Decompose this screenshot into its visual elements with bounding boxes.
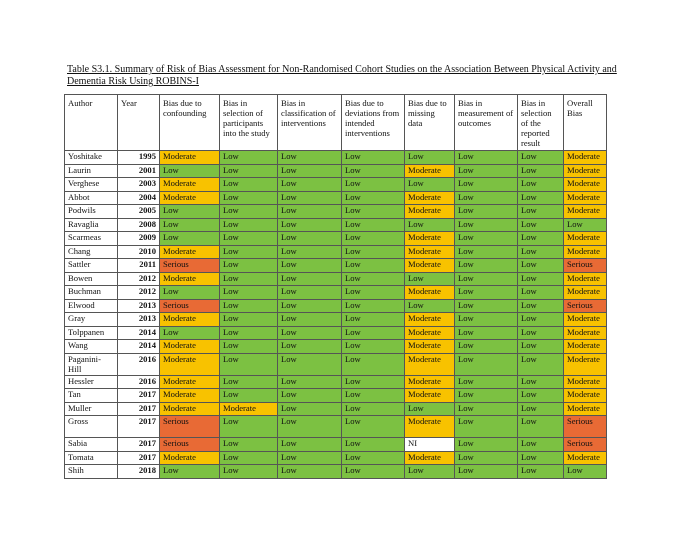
bias-rating-cell: Serious — [160, 259, 220, 273]
bias-rating-cell: Low — [518, 438, 564, 452]
bias-rating-cell: Moderate — [160, 191, 220, 205]
bias-rating-cell: Moderate — [405, 375, 455, 389]
table-row — [65, 259, 607, 273]
year-cell: 2008 — [118, 218, 160, 232]
overall-bias-cell: Moderate — [564, 389, 607, 403]
bias-rating-cell: Moderate — [160, 451, 220, 465]
bias-rating-cell: Low — [278, 286, 342, 300]
bias-rating-cell: Low — [342, 416, 405, 438]
table-row — [65, 272, 607, 286]
table-row — [65, 151, 607, 165]
bias-rating-cell: Low — [220, 232, 278, 246]
bias-rating-cell: Moderate — [405, 164, 455, 178]
author-cell: Tomata — [65, 451, 118, 465]
table-row — [65, 353, 607, 375]
bias-rating-cell: Low — [342, 326, 405, 340]
bias-rating-cell: Low — [342, 191, 405, 205]
header-row — [65, 95, 607, 151]
year-cell: 2012 — [118, 272, 160, 286]
bias-rating-cell: Low — [342, 178, 405, 192]
table-row — [65, 232, 607, 246]
bias-rating-cell: Low — [518, 218, 564, 232]
bias-rating-cell: Low — [160, 218, 220, 232]
header-missing-data: Bias due to missing data — [405, 95, 455, 151]
bias-rating-cell: Low — [278, 272, 342, 286]
bias-rating-cell: Moderate — [405, 191, 455, 205]
bias-rating-cell: Low — [518, 164, 564, 178]
table-row — [65, 438, 607, 452]
year-cell: 2011 — [118, 259, 160, 273]
year-cell: 2001 — [118, 164, 160, 178]
bias-rating-cell: Low — [220, 259, 278, 273]
overall-bias-cell: Moderate — [564, 286, 607, 300]
year-cell: 2016 — [118, 375, 160, 389]
bias-rating-cell: Low — [278, 299, 342, 313]
bias-rating-cell: Low — [342, 272, 405, 286]
overall-bias-cell: Moderate — [564, 313, 607, 327]
bias-rating-cell: Moderate — [160, 178, 220, 192]
bias-rating-cell: Low — [342, 313, 405, 327]
author-cell: Scarmeas — [65, 232, 118, 246]
bias-rating-cell: Moderate — [405, 389, 455, 403]
bias-rating-cell: Low — [220, 151, 278, 165]
bias-rating-cell: Low — [518, 353, 564, 375]
bias-rating-cell: Low — [278, 313, 342, 327]
bias-rating-cell: Low — [342, 389, 405, 403]
author-cell: Wang — [65, 340, 118, 354]
overall-bias-cell: Low — [564, 218, 607, 232]
year-cell: 2013 — [118, 299, 160, 313]
bias-rating-cell: Low — [278, 389, 342, 403]
bias-rating-cell: Low — [455, 402, 518, 416]
overall-bias-cell: Moderate — [564, 375, 607, 389]
year-cell: 2012 — [118, 286, 160, 300]
bias-rating-cell: Moderate — [405, 205, 455, 219]
header-measurement-outcomes: Bias in measurement of outcomes — [455, 95, 518, 151]
bias-rating-cell: Low — [455, 286, 518, 300]
header-reported-result: Bias in selection of the reported result — [518, 95, 564, 151]
bias-rating-cell: Low — [342, 232, 405, 246]
bias-rating-cell: Low — [518, 340, 564, 354]
bias-rating-cell: Low — [220, 375, 278, 389]
bias-rating-cell: Low — [278, 465, 342, 479]
bias-rating-cell: Moderate — [405, 340, 455, 354]
author-cell: Tan — [65, 389, 118, 403]
bias-rating-cell: Low — [342, 245, 405, 259]
bias-rating-cell: Moderate — [405, 353, 455, 375]
table-row — [65, 191, 607, 205]
bias-rating-cell: Low — [455, 438, 518, 452]
bias-rating-cell: Moderate — [405, 326, 455, 340]
table-caption: Table S3.1. Summary of Risk of Bias Assessment for Non-Randomised Cohort Studies on the Association Between Physical Activity and Dementia Risk Using ROBINS-I — [67, 64, 617, 87]
bias-rating-cell: Low — [220, 389, 278, 403]
bias-rating-cell: Low — [342, 451, 405, 465]
table-row — [65, 326, 607, 340]
table-row — [65, 375, 607, 389]
bias-rating-cell: Low — [455, 191, 518, 205]
bias-rating-cell: Low — [455, 313, 518, 327]
year-cell: 1995 — [118, 151, 160, 165]
author-cell: Yoshitake — [65, 151, 118, 165]
table-row — [65, 245, 607, 259]
overall-bias-cell: Moderate — [564, 151, 607, 165]
bias-rating-cell: Moderate — [160, 245, 220, 259]
bias-rating-cell: Moderate — [160, 313, 220, 327]
bias-rating-cell: Low — [455, 340, 518, 354]
bias-rating-cell: Low — [220, 191, 278, 205]
bias-rating-cell: Serious — [160, 299, 220, 313]
bias-rating-cell: Low — [405, 299, 455, 313]
bias-rating-cell: Low — [278, 232, 342, 246]
author-cell: Ravaglia — [65, 218, 118, 232]
author-cell: Bowen — [65, 272, 118, 286]
bias-rating-cell: Low — [455, 232, 518, 246]
overall-bias-cell: Moderate — [564, 245, 607, 259]
table-row — [65, 389, 607, 403]
bias-rating-cell: Moderate — [405, 232, 455, 246]
overall-bias-cell: Moderate — [564, 191, 607, 205]
author-cell: Paganini-Hill — [65, 353, 118, 375]
overall-bias-cell: Moderate — [564, 326, 607, 340]
bias-rating-cell: Low — [220, 245, 278, 259]
bias-rating-cell: Low — [455, 205, 518, 219]
bias-rating-cell: Low — [342, 218, 405, 232]
bias-rating-cell: Low — [342, 205, 405, 219]
bias-rating-cell: Low — [278, 205, 342, 219]
year-cell: 2017 — [118, 402, 160, 416]
table-row — [65, 286, 607, 300]
bias-rating-cell: Low — [405, 151, 455, 165]
bias-rating-cell: Low — [518, 375, 564, 389]
overall-bias-cell: Serious — [564, 299, 607, 313]
bias-rating-cell: Low — [455, 326, 518, 340]
bias-rating-cell: Low — [455, 416, 518, 438]
bias-rating-cell: Low — [518, 191, 564, 205]
bias-rating-cell: Low — [455, 272, 518, 286]
author-cell: Shih — [65, 465, 118, 479]
bias-rating-cell: Low — [160, 465, 220, 479]
year-cell: 2018 — [118, 465, 160, 479]
table-row — [65, 164, 607, 178]
bias-rating-cell: Moderate — [405, 313, 455, 327]
author-cell: Muller — [65, 402, 118, 416]
overall-bias-cell: Moderate — [564, 353, 607, 375]
bias-rating-cell: Low — [455, 259, 518, 273]
table-row — [65, 465, 607, 479]
bias-rating-cell: Low — [518, 299, 564, 313]
bias-rating-cell: Low — [518, 232, 564, 246]
table-row — [65, 340, 607, 354]
bias-rating-cell: Low — [278, 353, 342, 375]
bias-rating-cell: Low — [342, 299, 405, 313]
bias-rating-cell: Low — [278, 416, 342, 438]
table-row — [65, 205, 607, 219]
bias-rating-cell: Low — [455, 218, 518, 232]
overall-bias-cell: Moderate — [564, 340, 607, 354]
header-deviations: Bias due to deviations from intended interventions — [342, 95, 405, 151]
bias-rating-cell: Low — [278, 218, 342, 232]
bias-rating-cell: Low — [518, 151, 564, 165]
author-cell: Gross — [65, 416, 118, 438]
bias-rating-cell: Low — [220, 451, 278, 465]
bias-rating-cell: Low — [220, 286, 278, 300]
bias-rating-cell: Low — [455, 178, 518, 192]
bias-rating-cell: Low — [220, 340, 278, 354]
bias-rating-cell: Low — [278, 375, 342, 389]
overall-bias-cell: Serious — [564, 416, 607, 438]
bias-rating-cell: Low — [405, 272, 455, 286]
bias-rating-cell: Low — [405, 465, 455, 479]
year-cell: 2005 — [118, 205, 160, 219]
table-body — [65, 151, 607, 479]
bias-rating-cell: Low — [342, 340, 405, 354]
bias-rating-cell: Low — [220, 164, 278, 178]
bias-rating-cell: Low — [160, 205, 220, 219]
overall-bias-cell: Serious — [564, 438, 607, 452]
bias-rating-cell: Low — [518, 416, 564, 438]
year-cell: 2003 — [118, 178, 160, 192]
author-cell: Tolppanen — [65, 326, 118, 340]
bias-rating-cell: Low — [278, 151, 342, 165]
bias-rating-cell: Moderate — [160, 151, 220, 165]
overall-bias-cell: Serious — [564, 259, 607, 273]
bias-rating-cell: Low — [518, 451, 564, 465]
bias-rating-cell: Low — [342, 465, 405, 479]
bias-rating-cell: Low — [342, 164, 405, 178]
bias-rating-cell: Low — [160, 326, 220, 340]
year-cell: 2014 — [118, 326, 160, 340]
author-cell: Podwils — [65, 205, 118, 219]
bias-rating-cell: Low — [278, 164, 342, 178]
bias-rating-cell: Moderate — [405, 416, 455, 438]
bias-rating-cell: Low — [342, 151, 405, 165]
bias-rating-cell: Low — [278, 451, 342, 465]
bias-rating-cell: Serious — [160, 416, 220, 438]
author-cell: Chang — [65, 245, 118, 259]
bias-rating-cell: Moderate — [160, 375, 220, 389]
bias-rating-cell: Low — [278, 326, 342, 340]
bias-rating-cell: Low — [455, 353, 518, 375]
header-author: Author — [65, 95, 118, 151]
bias-rating-cell: Low — [220, 218, 278, 232]
author-cell: Verghese — [65, 178, 118, 192]
bias-rating-cell: Low — [342, 353, 405, 375]
bias-rating-cell: Serious — [160, 438, 220, 452]
bias-rating-cell: Low — [220, 178, 278, 192]
overall-bias-cell: Moderate — [564, 272, 607, 286]
bias-rating-cell: Low — [278, 245, 342, 259]
risk-of-bias-table — [64, 94, 607, 479]
year-cell: 2017 — [118, 389, 160, 403]
bias-rating-cell: Low — [160, 286, 220, 300]
bias-rating-cell: Low — [455, 465, 518, 479]
bias-rating-cell: Low — [342, 286, 405, 300]
author-cell: Hessler — [65, 375, 118, 389]
bias-rating-cell: Low — [455, 164, 518, 178]
bias-rating-cell: Low — [278, 402, 342, 416]
overall-bias-cell: Moderate — [564, 402, 607, 416]
bias-rating-cell: Low — [220, 465, 278, 479]
header-confounding: Bias due to confounding — [160, 95, 220, 151]
bias-rating-cell: Low — [220, 438, 278, 452]
overall-bias-cell: Moderate — [564, 232, 607, 246]
bias-rating-cell: Low — [220, 416, 278, 438]
bias-rating-cell: Low — [220, 313, 278, 327]
bias-rating-cell: Low — [220, 326, 278, 340]
overall-bias-cell: Moderate — [564, 451, 607, 465]
bias-rating-cell: Low — [455, 389, 518, 403]
bias-rating-cell: Moderate — [405, 259, 455, 273]
year-cell: 2004 — [118, 191, 160, 205]
author-cell: Elwood — [65, 299, 118, 313]
bias-rating-cell: Low — [278, 259, 342, 273]
bias-rating-cell: Low — [455, 299, 518, 313]
overall-bias-cell: Moderate — [564, 178, 607, 192]
bias-rating-cell: Moderate — [160, 402, 220, 416]
bias-rating-cell: Low — [278, 438, 342, 452]
bias-rating-cell: Low — [518, 465, 564, 479]
bias-rating-cell: Low — [455, 245, 518, 259]
bias-rating-cell: Low — [518, 205, 564, 219]
bias-rating-cell: NI — [405, 438, 455, 452]
bias-rating-cell: Moderate — [160, 340, 220, 354]
bias-rating-cell: Low — [455, 375, 518, 389]
year-cell: 2017 — [118, 451, 160, 465]
overall-bias-cell: Moderate — [564, 164, 607, 178]
author-cell: Laurin — [65, 164, 118, 178]
bias-rating-cell: Low — [455, 451, 518, 465]
year-cell: 2009 — [118, 232, 160, 246]
author-cell: Gray — [65, 313, 118, 327]
bias-rating-cell: Low — [342, 375, 405, 389]
year-cell: 2016 — [118, 353, 160, 375]
table-row — [65, 416, 607, 438]
year-cell: 2017 — [118, 416, 160, 438]
table-row — [65, 218, 607, 232]
bias-rating-cell: Low — [278, 340, 342, 354]
table-row — [65, 451, 607, 465]
header-overall-bias: Overall Bias — [564, 95, 607, 151]
bias-rating-cell: Low — [518, 286, 564, 300]
header-classification-interventions: Bias in classification of interventions — [278, 95, 342, 151]
year-cell: 2017 — [118, 438, 160, 452]
year-cell: 2014 — [118, 340, 160, 354]
bias-rating-cell: Moderate — [160, 353, 220, 375]
bias-rating-cell: Low — [220, 353, 278, 375]
bias-rating-cell: Low — [455, 151, 518, 165]
header-year: Year — [118, 95, 160, 151]
author-cell: Buchman — [65, 286, 118, 300]
bias-rating-cell: Low — [220, 299, 278, 313]
bias-rating-cell: Low — [518, 313, 564, 327]
overall-bias-cell: Moderate — [564, 205, 607, 219]
bias-rating-cell: Low — [220, 205, 278, 219]
bias-rating-cell: Moderate — [405, 245, 455, 259]
bias-rating-cell: Low — [405, 402, 455, 416]
year-cell: 2010 — [118, 245, 160, 259]
bias-rating-cell: Low — [220, 272, 278, 286]
bias-rating-cell: Low — [342, 259, 405, 273]
bias-rating-cell: Low — [518, 272, 564, 286]
author-cell: Sattler — [65, 259, 118, 273]
bias-rating-cell: Low — [518, 178, 564, 192]
bias-rating-cell: Low — [518, 389, 564, 403]
bias-rating-cell: Low — [342, 438, 405, 452]
bias-rating-cell: Low — [518, 326, 564, 340]
author-cell: Abbot — [65, 191, 118, 205]
table-row — [65, 178, 607, 192]
table-row — [65, 313, 607, 327]
bias-rating-cell: Moderate — [405, 286, 455, 300]
bias-rating-cell: Low — [518, 259, 564, 273]
bias-rating-cell: Moderate — [160, 272, 220, 286]
bias-rating-cell: Low — [278, 191, 342, 205]
bias-rating-cell: Low — [518, 402, 564, 416]
table-row — [65, 402, 607, 416]
table-row — [65, 299, 607, 313]
bias-rating-cell: Low — [518, 245, 564, 259]
overall-bias-cell: Low — [564, 465, 607, 479]
bias-rating-cell: Moderate — [160, 389, 220, 403]
header-selection-participants: Bias in selection of participants into the study — [220, 95, 278, 151]
bias-rating-cell: Moderate — [220, 402, 278, 416]
bias-rating-cell: Moderate — [405, 451, 455, 465]
year-cell: 2013 — [118, 313, 160, 327]
bias-rating-cell: Low — [278, 178, 342, 192]
bias-rating-cell: Low — [405, 178, 455, 192]
bias-rating-cell: Low — [342, 402, 405, 416]
bias-rating-cell: Low — [160, 232, 220, 246]
author-cell: Sabia — [65, 438, 118, 452]
bias-rating-cell: Low — [405, 218, 455, 232]
bias-rating-cell: Low — [160, 164, 220, 178]
